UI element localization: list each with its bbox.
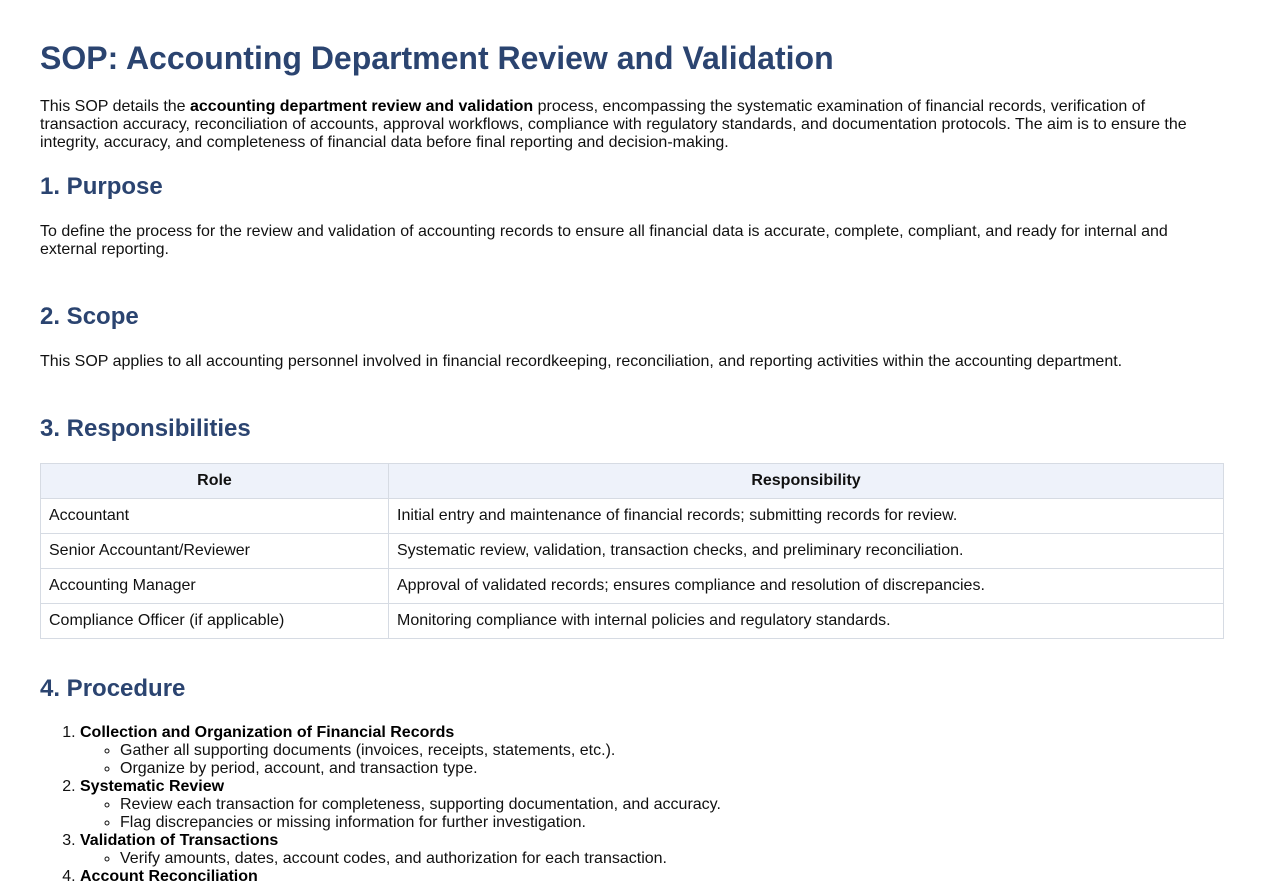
table-header-row xyxy=(41,464,1224,499)
responsibilities-table xyxy=(40,463,1224,639)
scope-text: This SOP applies to all accounting personnel involved in financial recordkeeping, reconciliation, and reporting activities within the accounting department. xyxy=(40,353,1123,370)
list-item: ◦ Organize by period, account, and transaction type. xyxy=(120,760,1223,778)
purpose-heading: 1. Purpose xyxy=(40,173,163,200)
procedure-step xyxy=(80,832,1223,868)
step-sub-list xyxy=(80,742,1223,778)
step-title: Validation of Transactions xyxy=(80,832,279,849)
table-row xyxy=(41,499,1224,534)
step-sub-list xyxy=(80,796,1223,832)
procedure-step xyxy=(80,778,1223,832)
procedure-step xyxy=(80,868,1223,886)
list-item: ◦ Verify amounts, dates, account codes, and authorization for each transaction. xyxy=(120,850,1223,868)
column-header-role: Role xyxy=(41,464,389,499)
table-row xyxy=(41,604,1224,639)
page-title: SOP: Accounting Department Review and Validation xyxy=(40,40,834,76)
role-cell: Accounting Manager xyxy=(41,569,389,604)
procedure-step xyxy=(80,724,1223,778)
procedure-steps-list xyxy=(40,724,1223,886)
intro-paragraph xyxy=(40,98,1223,152)
list-item: ◦ Review each transaction for completeness, supporting documentation, and accuracy. xyxy=(120,796,1223,814)
list-item: ◦ Gather all supporting documents (invoices, receipts, statements, etc.). xyxy=(120,742,1223,760)
role-cell: Senior Accountant/Reviewer xyxy=(41,534,389,569)
step-title: Systematic Review xyxy=(80,778,225,795)
intro-text-start: This SOP details the xyxy=(40,98,190,115)
intro-bold-phrase: accounting department review and validation xyxy=(190,98,534,115)
table-row xyxy=(41,534,1224,569)
step-title: Collection and Organization of Financial Records xyxy=(80,724,455,741)
responsibility-cell: Monitoring compliance with internal policies and regulatory standards. xyxy=(389,604,1224,639)
step-sub-list xyxy=(80,850,1223,868)
procedure-heading: 4. Procedure xyxy=(40,675,186,702)
responsibilities-heading: 3. Responsibilities xyxy=(40,415,251,442)
column-header-responsibility: Responsibility xyxy=(389,464,1224,499)
role-cell: Compliance Officer (if applicable) xyxy=(41,604,389,639)
list-item: ◦ Flag discrepancies or missing information for further investigation. xyxy=(120,814,1223,832)
table-row xyxy=(41,569,1224,604)
role-cell: Accountant xyxy=(41,499,389,534)
purpose-text: To define the process for the review and validation of accounting records to ensure all financial data is accurate, complete, compliant, and ready for internal and external reporting. xyxy=(40,223,1168,258)
intro-text-end: process, encompassing the systematic examination of financial records, verification of transaction accuracy, reconciliation of accounts, approval workflows, compliance with regulatory standards, and documentation protocols. The aim is to ensure the integrity, accuracy, and completeness of financial data before final reporting and decision-making. xyxy=(40,98,1187,151)
responsibility-cell: Initial entry and maintenance of financial records; submitting records for review. xyxy=(389,499,1224,534)
step-title: Account Reconciliation xyxy=(80,868,258,885)
scope-heading: 2. Scope xyxy=(40,303,139,330)
responsibility-cell: Approval of validated records; ensures compliance and resolution of discrepancies. xyxy=(389,569,1224,604)
responsibility-cell: Systematic review, validation, transaction checks, and preliminary reconciliation. xyxy=(389,534,1224,569)
